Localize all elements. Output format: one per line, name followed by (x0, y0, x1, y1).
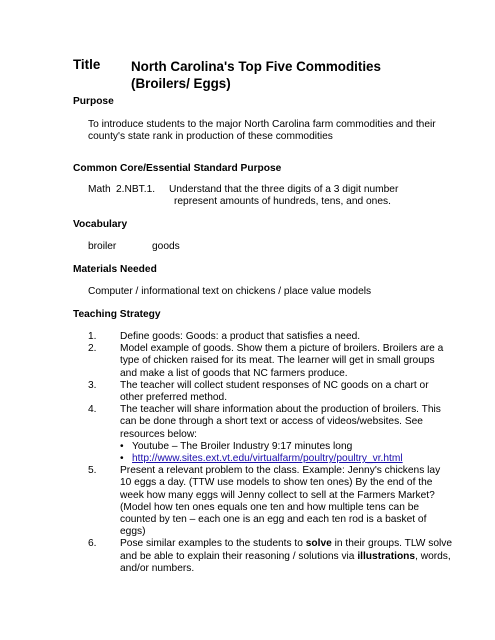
cc-line1: Understand that the three digits of a 3 digit number (169, 184, 399, 195)
resource-text: Youtube – The Broiler Industry 9:17 minutes long (132, 440, 353, 452)
teaching-heading: Teaching Strategy (73, 309, 161, 320)
title-label: Title (73, 57, 101, 72)
purpose-text: To introduce students to the major North Carolina farm commodities and their county's state rank in production of these commodities (88, 119, 436, 143)
step-text: Model example of goods. Show them a picture of broilers. Broilers are a type of chicken raised for its meat. The learner will get in small groups and make a list of goods that NC farmers produce. (120, 343, 444, 379)
step-text: , words, and/or numbers. (120, 550, 451, 574)
step-number: 1. (88, 331, 97, 342)
step-2 (88, 343, 453, 380)
vocabulary-heading: Vocabulary (73, 219, 128, 230)
vocab-word-goods: goods (152, 241, 180, 252)
step-number: 6. (88, 538, 97, 550)
step-5 (88, 465, 453, 538)
step-1 (88, 331, 453, 343)
step-text: in their groups. TLW solve and be able to explain their reasoning / solutions via (120, 538, 453, 562)
step-6 (88, 538, 453, 575)
purpose-heading: Purpose (73, 96, 114, 107)
materials-text: Computer / informational text on chickens / place value models (88, 286, 372, 297)
vocab-word-broiler: broiler (88, 241, 117, 252)
step-number: 4. (88, 404, 97, 416)
bold-illustrations: illustrations (357, 550, 416, 562)
step-text: The teacher will share information about the production of broilers. This can be done through a short text or access of videos/websites. See resources below: (120, 404, 441, 440)
bullet-icon: • (120, 453, 124, 465)
step-number: 3. (88, 379, 97, 391)
cc-subject: Math (88, 184, 111, 195)
resource-youtube (120, 441, 453, 453)
step-number: 5. (88, 465, 97, 477)
teaching-steps (88, 331, 453, 575)
cc-standard: 2.NBT.1. (116, 184, 156, 195)
step-number: 2. (88, 343, 97, 355)
step-text: The teacher will collect student responses of NC goods on a chart or other preferred method. (120, 379, 429, 404)
step-text: Pose similar examples to the students to (120, 538, 306, 550)
bullet-icon: • (120, 440, 124, 452)
step-4 (88, 404, 453, 465)
resource-list (120, 441, 453, 465)
common-core-heading: Common Core/Essential Standard Purpose (73, 163, 282, 174)
lesson-title: North Carolina's Top Five Commodities (Broilers/ Eggs) (131, 59, 381, 91)
step-3 (88, 380, 453, 404)
cc-line2: represent amounts of hundreds, tens, and ones. (174, 196, 391, 207)
bold-solve: solve (305, 538, 332, 550)
step-text: Define goods: Goods: a product that satisfies a need. (120, 331, 361, 342)
step-text: Present a relevant problem to the class. Example: Jenny's chickens lay 10 eggs a day. (TTW use models to show ten ones) By the end of the week how many eggs will Jenny collect to sell at the Farmers Market? (Model how ten ones equals one ten and how multiple tens can be counted by ten – each one is an egg and each ten rod is a basket of eggs) (120, 465, 441, 538)
resource-website (120, 453, 453, 465)
materials-heading: Materials Needed (73, 264, 157, 275)
resource-link[interactable]: http://www.sites.ext.vt.edu/virtualfarm/poultry/poultry_vr.html (132, 453, 403, 465)
